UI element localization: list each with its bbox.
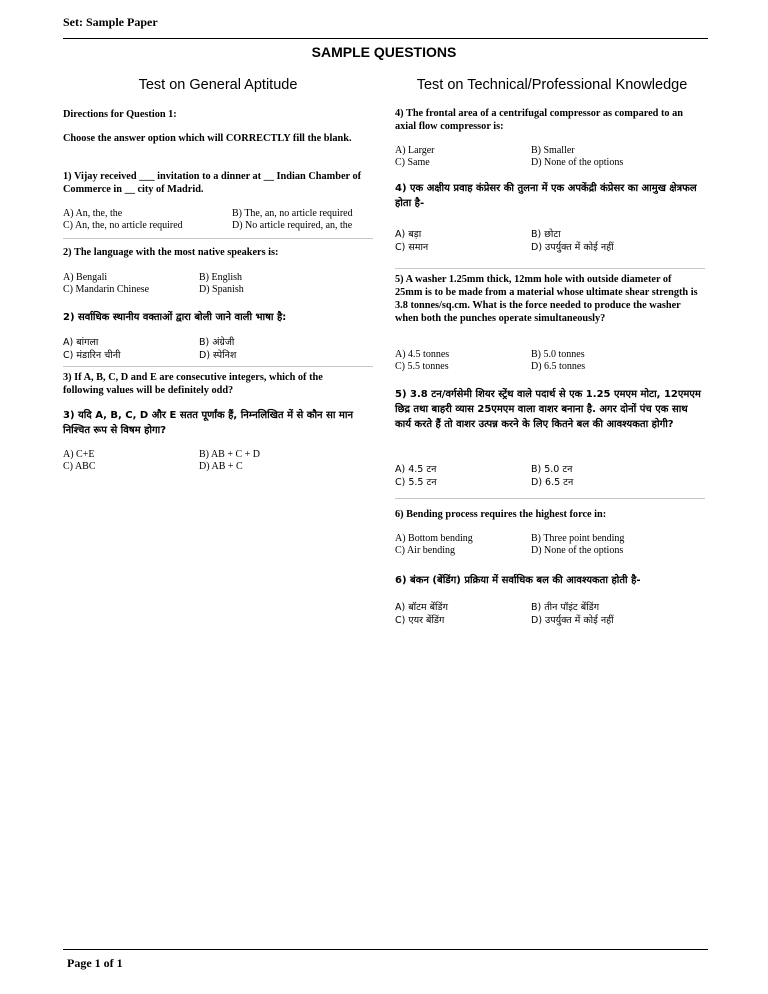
question-4: 4) The frontal area of a centrifugal compressor as compared to an axial flow compressor is: [395,108,684,132]
question-5-options [395,349,681,373]
set-label: Set: Sample Paper [63,15,158,29]
option-4c: C) Same [395,157,430,168]
option-6d-hindi: D) उपर्युक्त में कोई नहीं [531,615,614,626]
option-2b: B) English [199,272,243,283]
option-5d: D) 6.5 tonnes [531,361,586,372]
question-2-hindi-options [63,336,349,362]
option-6b-hindi: B) तीन पॉइंट बेंडिंग [531,602,600,613]
question-4-hindi-options [395,228,681,254]
option-5d-hindi: D) 6.5 टन [531,477,574,488]
option-2d-hindi: D) स्पेनिश [199,350,237,361]
option-2c-hindi: C) मंडारिन चीनी [63,350,121,361]
option-6a-hindi: A) बॉटम बेंडिंग [395,602,448,613]
separator [63,238,373,239]
option-5c-hindi: C) 5.5 टन [395,477,437,488]
instruction-text: Choose the answer option which will CORRECTLY fill the blank. [63,133,352,144]
question-2-hindi: 2) सर्वाधिक स्थानीय वक्ताओं द्वारा बोली जाने वाली भाषा है: [63,312,287,323]
option-3d: D) AB + C [199,461,243,472]
directions-label: Directions for Question 1: [63,109,177,120]
option-6d: D) None of the options [531,545,624,556]
option-1a: A) An, the, the [63,208,123,219]
option-6c: C) Air bending [395,545,455,556]
question-5-hindi-options [395,463,681,489]
option-4d: D) None of the options [531,157,624,168]
option-1d: D) No article required, an, the [232,220,353,231]
page-title: SAMPLE QUESTIONS [311,44,457,60]
option-4d-hindi: D) उपर्युक्त में कोई नहीं [531,242,614,253]
question-2-options [63,272,349,296]
option-4c-hindi: C) समान [395,242,429,253]
option-3a: A) C+E [63,449,95,460]
option-5b: B) 5.0 tonnes [531,349,585,360]
option-4a-hindi: A) बड़ा [395,229,422,240]
option-6b: B) Three point bending [531,533,625,544]
separator [395,268,705,269]
separator [395,498,705,499]
question-5-hindi: 5) 3.8 टन/वर्गसेमी शियर स्ट्रेंथ वाले पदार्थ से एक 1.25 एमएम मोटा, 12एमएम छिद्र तथा बाहरी व्यास 25एमएम वाला वाशर बनाना है. अगर दोनों पंच एक साथ कार्य करते हैं तो वाशर उत्पन्न करने के लिए कितने बल की आवश्यकता होगी? [395,389,701,430]
option-1c: C) An, the, no article required [63,220,183,231]
option-3b: B) AB + C + D [199,449,261,460]
option-5c: C) 5.5 tonnes [395,361,449,372]
header-rule [63,38,708,39]
option-2b-hindi: B) अंग्रेजी [199,337,235,348]
option-2c: C) Mandarin Chinese [63,284,150,295]
question-4-hindi: 4) एक अक्षीय प्रवाह कंप्रेसर की तुलना में एक अपकेंद्री कंप्रेसर का आमुख क्षेत्रफल होता है- [395,183,697,209]
question-3-hindi: 3) यदि A, B, C, D और E सतत पूर्णांक हैं, निम्नलिखित में से कौन सा मान निश्चित रूप से विषम होगा? [63,410,354,436]
question-3-options [63,449,349,473]
left-section-heading: Test on General Aptitude [138,77,298,93]
question-5: 5) A washer 1.25mm thick, 12mm hole with outside diameter of 25mm is to be made from a material whose ultimate shear strength is 3.8 tonnes/sq.cm. What is the force needed to produce the washer when both the punches operate simultaneously? [395,274,698,324]
page-number: Page 1 of 1 [67,956,123,970]
separator [63,366,373,367]
option-6a: A) Bottom bending [395,533,473,544]
option-2a-hindi: A) बांगला [63,337,99,348]
option-5b-hindi: B) 5.0 टन [531,464,573,475]
question-1-options [63,208,382,232]
option-5a: A) 4.5 tonnes [395,349,450,360]
option-4a: A) Larger [395,145,435,156]
question-6: 6) Bending process requires the highest force in: [395,509,607,520]
option-1b: B) The, an, no article required [232,208,353,219]
right-section-heading: Test on Technical/Professional Knowledge [416,77,688,93]
option-5a-hindi: A) 4.5 टन [395,464,437,475]
question-1: 1) Vijay received ___ invitation to a dinner at __ Indian Chamber of Commerce in __ city of Madrid. [63,171,362,195]
option-4b-hindi: B) छोटा [531,229,561,240]
question-2: 2) The language with the most native speakers is: [63,247,279,258]
option-2d: D) Spanish [199,284,244,295]
option-2a: A) Bengali [63,272,108,283]
question-6-hindi-options [395,601,681,627]
question-4-options [395,145,681,169]
question-3: 3) If A, B, C, D and E are consecutive integers, which of the following values will be definitely odd? [63,372,323,396]
footer-rule [63,949,708,950]
option-4b: B) Smaller [531,145,575,156]
option-6c-hindi: C) एयर बेंडिंग [395,615,445,626]
question-6-options [395,533,681,557]
question-6-hindi: 6) बंकन (बेंडिंग) प्रक्रिया में सर्वाधिक बल की आवश्यकता होती है- [395,575,641,586]
option-3c: C) ABC [63,461,96,472]
